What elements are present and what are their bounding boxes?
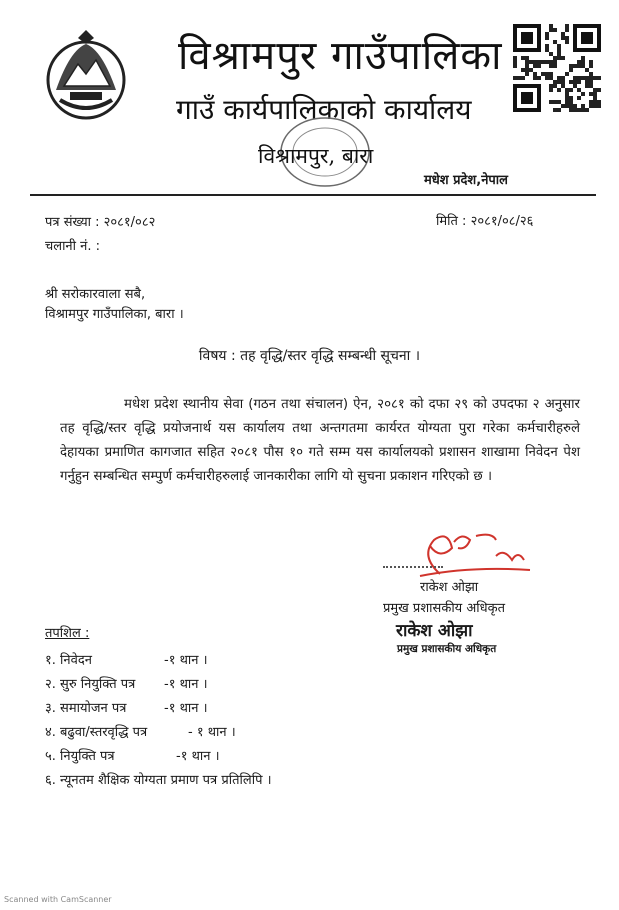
item-number: ६.: [45, 773, 56, 788]
item-number: १.: [45, 653, 56, 668]
notice-subject: विषय : तह वृद्धि/स्तर वृद्धि सम्बन्धी सूचना ।: [198, 348, 421, 364]
signature-line: [383, 566, 443, 568]
dispatch-number: चलानी नं. :: [45, 239, 101, 254]
item-label: समायोजन पत्र: [60, 701, 127, 716]
item-number: ३.: [45, 701, 56, 716]
list-item: [45, 698, 126, 716]
letter-date: मिति : २०८१/०८/२६: [436, 214, 534, 229]
scanner-watermark: Scanned with CamScanner: [4, 895, 112, 904]
government-emblem: [40, 30, 132, 122]
list-item: [45, 650, 92, 668]
item-number: २.: [45, 677, 56, 692]
office-location: विश्रामपुर, बारा: [258, 144, 374, 168]
header-divider: [30, 194, 596, 196]
list-item: [45, 674, 135, 692]
item-label: न्यूनतम शैक्षिक योग्यता प्रमाण पत्र प्रतिलिपि ।: [60, 773, 272, 788]
name-stamp: राकेश ओझा: [396, 621, 473, 641]
office-title: विश्रामपुर गाउँपालिका: [178, 33, 503, 79]
item-number: ४.: [45, 725, 56, 740]
notice-body-text: मधेश प्रदेश स्थानीय सेवा (गठन तथा संचालन) ऐन, २०८१ को दफा २९ को उपदफा २ अनुसार तह वृद्धि/स्तर वृद्धि प्रयोजनार्थ यस कार्यालय तथा अन्तगतमा कार्यरत योग्यता पुरा गरेका कर्मचारीहरुले देहायका प्रमाणित कागजात सहित २०८१ पौस १० गते सम्म यस कार्यालयको प्रशासन शाखामा निवेदन पेश गर्नुहुन सम्बन्धित सम्पुर्ण कर्मचारीहरुलाई जानकारीका लागि यो सुचना प्रकाशन गरिएको छ ।: [60, 397, 580, 484]
item-qty: -१ थान ।: [164, 701, 208, 716]
item-label: बढुवा/स्तरवृद्धि पत्र: [60, 725, 148, 740]
attachments-heading: तपशिल :: [45, 626, 90, 641]
signatory-name: राकेश ओझा: [420, 580, 479, 595]
office-subtitle: गाउँ कार्यपालिकाको कार्यालय: [176, 93, 472, 126]
qr-code: [513, 24, 601, 112]
province-label: मधेश प्रदेश,नेपाल: [424, 173, 508, 188]
recipient-line-1: श्री सरोकारवाला सबै,: [45, 287, 146, 302]
item-qty: -१ थान ।: [164, 653, 208, 668]
item-label: नियुक्ति पत्र: [60, 749, 115, 764]
signatory-designation: प्रमुख प्रशासकीय अधिकृत: [383, 601, 506, 616]
letter-number: पत्र संख्या : २०८१/०८२: [45, 215, 156, 230]
item-qty: -१ थान ।: [176, 749, 220, 764]
notice-body: [60, 393, 580, 489]
item-label: सुरु नियुक्ति पत्र: [60, 677, 136, 692]
recipient-line-2: विश्रामपुर गाउँपालिका, बारा ।: [45, 307, 184, 322]
list-item: [45, 746, 115, 764]
item-qty: - १ थान ।: [188, 725, 236, 740]
item-number: ५.: [45, 749, 56, 764]
item-label: निवेदन: [60, 653, 92, 668]
list-item: [45, 770, 272, 788]
designation-stamp: प्रमुख प्रशासकीय अधिकृत: [397, 643, 497, 655]
item-qty: -१ थान ।: [164, 677, 208, 692]
list-item: [45, 722, 147, 740]
